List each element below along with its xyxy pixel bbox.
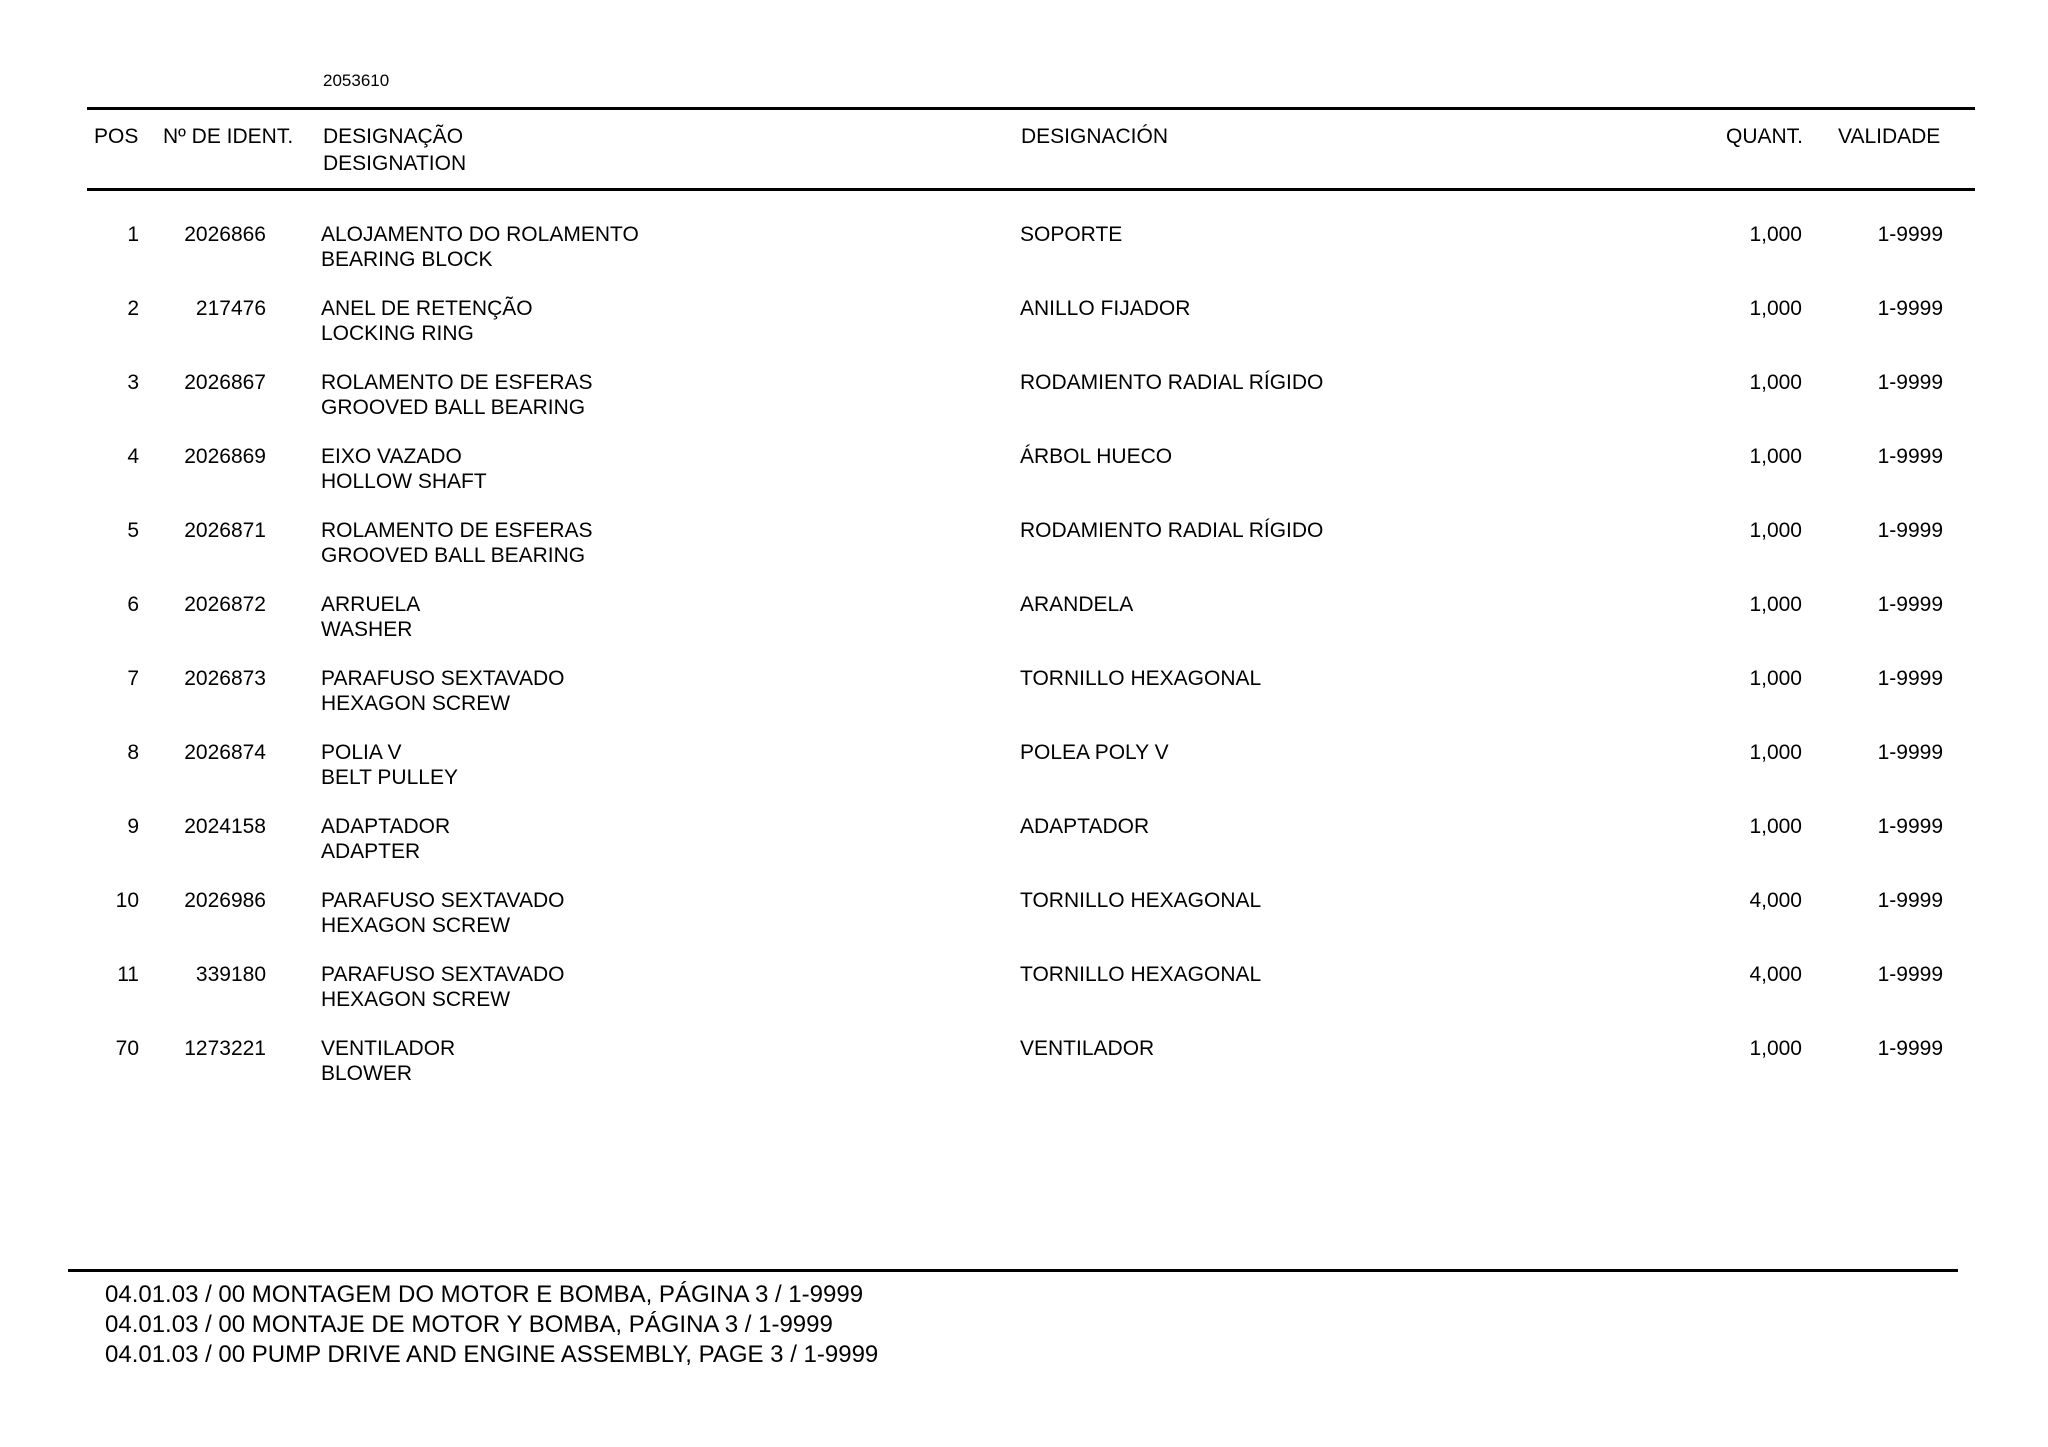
row-designation-en: GROOVED BALL BEARING bbox=[321, 544, 586, 567]
row-designation-en: HOLLOW SHAFT bbox=[321, 470, 487, 493]
row-designation bbox=[321, 296, 533, 346]
row-designation-en: WASHER bbox=[321, 618, 413, 641]
row-designation-pt: ANEL DE RETENÇÃO bbox=[321, 297, 533, 320]
row-ident: 2026873 bbox=[184, 667, 266, 690]
row-validity: 1-9999 bbox=[1877, 815, 1943, 838]
row-designation-es: RODAMIENTO RADIAL RÍGIDO bbox=[1020, 371, 1324, 394]
row-pos: 70 bbox=[115, 1037, 139, 1060]
row-designation-pt: VENTILADOR bbox=[321, 1037, 456, 1060]
row-ident: 2026874 bbox=[184, 741, 266, 764]
footer-rule bbox=[68, 1269, 1958, 1272]
row-quant: 1,000 bbox=[1749, 371, 1802, 394]
row-validity: 1-9999 bbox=[1877, 741, 1943, 764]
row-validity: 1-9999 bbox=[1877, 1037, 1943, 1060]
row-designation-es: SOPORTE bbox=[1020, 223, 1123, 246]
row-designation-pt: PARAFUSO SEXTAVADO bbox=[321, 667, 565, 690]
table-row bbox=[0, 740, 2048, 814]
document-number: 2053610 bbox=[323, 71, 390, 90]
row-designation-en: BEARING BLOCK bbox=[321, 248, 493, 271]
row-quant: 1,000 bbox=[1749, 593, 1802, 616]
row-ident: 1273221 bbox=[184, 1037, 266, 1060]
row-designation bbox=[321, 518, 593, 568]
row-quant: 1,000 bbox=[1749, 815, 1802, 838]
header-bottom-rule bbox=[87, 188, 1975, 191]
row-designation-en: HEXAGON SCREW bbox=[321, 914, 511, 937]
row-validity: 1-9999 bbox=[1877, 963, 1943, 986]
column-header-designacao: DESIGNAÇÃO bbox=[323, 125, 464, 148]
row-pos: 10 bbox=[115, 889, 139, 912]
row-designation bbox=[321, 740, 458, 790]
row-designation-es: ÁRBOL HUECO bbox=[1020, 445, 1173, 468]
row-designation-es: ARANDELA bbox=[1020, 593, 1134, 616]
row-designation-es: ANILLO FIJADOR bbox=[1020, 297, 1191, 320]
row-designation-es: VENTILADOR bbox=[1020, 1037, 1155, 1060]
row-validity: 1-9999 bbox=[1877, 371, 1943, 394]
column-header-validade: VALIDADE bbox=[1838, 125, 1941, 148]
table-row bbox=[0, 814, 2048, 888]
row-designation bbox=[321, 666, 565, 716]
row-designation-en: GROOVED BALL BEARING bbox=[321, 396, 586, 419]
header-top-rule bbox=[87, 107, 1975, 110]
footer bbox=[105, 1280, 878, 1370]
row-designation bbox=[321, 222, 639, 272]
row-designation-pt: ARRUELA bbox=[321, 593, 421, 616]
row-designation-pt: EIXO VAZADO bbox=[321, 445, 462, 468]
row-pos: 6 bbox=[127, 593, 139, 616]
row-quant: 1,000 bbox=[1749, 445, 1802, 468]
row-pos: 4 bbox=[127, 445, 139, 468]
row-pos: 2 bbox=[127, 297, 139, 320]
table-row bbox=[0, 370, 2048, 444]
row-pos: 5 bbox=[127, 519, 139, 542]
row-ident: 2026871 bbox=[184, 519, 266, 542]
row-designation-en: BLOWER bbox=[321, 1062, 413, 1085]
row-designation-en: LOCKING RING bbox=[321, 322, 474, 345]
table-row bbox=[0, 222, 2048, 296]
row-ident: 339180 bbox=[195, 963, 266, 986]
table-row bbox=[0, 296, 2048, 370]
column-header-designation-en: DESIGNATION bbox=[323, 152, 467, 175]
row-quant: 1,000 bbox=[1749, 741, 1802, 764]
row-designation-es: TORNILLO HEXAGONAL bbox=[1020, 667, 1262, 690]
row-designation bbox=[321, 814, 450, 864]
row-designation bbox=[321, 962, 565, 1012]
row-ident: 2026867 bbox=[184, 371, 266, 394]
column-header-quant: QUANT. bbox=[1725, 125, 1803, 148]
row-designation-pt: ROLAMENTO DE ESFERAS bbox=[321, 371, 593, 394]
table-row bbox=[0, 444, 2048, 518]
row-validity: 1-9999 bbox=[1877, 889, 1943, 912]
parts-table-body bbox=[0, 222, 2048, 1110]
table-row bbox=[0, 888, 2048, 962]
row-validity: 1-9999 bbox=[1877, 667, 1943, 690]
row-designation-pt: ALOJAMENTO DO ROLAMENTO bbox=[321, 223, 639, 246]
table-row bbox=[0, 1036, 2048, 1110]
table-row bbox=[0, 666, 2048, 740]
row-designation-es: TORNILLO HEXAGONAL bbox=[1020, 889, 1262, 912]
row-pos: 1 bbox=[127, 223, 139, 246]
row-validity: 1-9999 bbox=[1877, 223, 1943, 246]
row-ident: 2026872 bbox=[184, 593, 266, 616]
footer-line-es: 04.01.03 / 00 MONTAJE DE MOTOR Y BOMBA, PÁGINA 3 / 1-9999 bbox=[105, 1311, 833, 1338]
row-ident: 2024158 bbox=[184, 815, 266, 838]
row-designation-pt: POLIA V bbox=[321, 741, 402, 764]
footer-line-pt: 04.01.03 / 00 MONTAGEM DO MOTOR E BOMBA, PÁGINA 3 / 1-9999 bbox=[105, 1281, 864, 1308]
row-designation-pt: ROLAMENTO DE ESFERAS bbox=[321, 519, 593, 542]
footer-line-en: 04.01.03 / 00 PUMP DRIVE AND ENGINE ASSEMBLY, PAGE 3 / 1-9999 bbox=[105, 1341, 879, 1368]
row-quant: 1,000 bbox=[1749, 667, 1802, 690]
row-validity: 1-9999 bbox=[1877, 519, 1943, 542]
row-designation-es: POLEA POLY V bbox=[1020, 741, 1169, 764]
row-designation-en: ADAPTER bbox=[321, 840, 421, 863]
row-designation-pt: ADAPTADOR bbox=[321, 815, 451, 838]
row-designation bbox=[321, 370, 593, 420]
row-pos: 3 bbox=[127, 371, 139, 394]
column-header-designacion: DESIGNACIÓN bbox=[1021, 125, 1169, 148]
row-designation bbox=[321, 592, 420, 642]
row-quant: 4,000 bbox=[1749, 963, 1802, 986]
row-ident: 2026866 bbox=[184, 223, 266, 246]
column-header-designation bbox=[323, 123, 466, 177]
row-designation bbox=[321, 444, 487, 494]
table-row bbox=[0, 962, 2048, 1036]
row-validity: 1-9999 bbox=[1877, 593, 1943, 616]
row-pos: 7 bbox=[127, 667, 139, 690]
row-quant: 1,000 bbox=[1749, 519, 1802, 542]
row-designation bbox=[321, 888, 565, 938]
row-ident: 2026869 bbox=[184, 445, 266, 468]
row-quant: 4,000 bbox=[1749, 889, 1802, 912]
row-designation-pt: PARAFUSO SEXTAVADO bbox=[321, 889, 565, 912]
column-header-pos: POS bbox=[94, 125, 139, 148]
row-pos: 8 bbox=[127, 741, 139, 764]
row-designation bbox=[321, 1036, 455, 1086]
row-designation-en: HEXAGON SCREW bbox=[321, 692, 511, 715]
row-pos: 11 bbox=[117, 963, 139, 986]
column-header-ident: Nº DE IDENT. bbox=[163, 125, 294, 148]
row-ident: 217476 bbox=[195, 297, 266, 320]
row-designation-pt: PARAFUSO SEXTAVADO bbox=[321, 963, 565, 986]
row-designation-en: BELT PULLEY bbox=[321, 766, 458, 789]
row-ident: 2026986 bbox=[184, 889, 266, 912]
row-pos: 9 bbox=[127, 815, 139, 838]
row-quant: 1,000 bbox=[1749, 223, 1802, 246]
row-validity: 1-9999 bbox=[1877, 445, 1943, 468]
table-row bbox=[0, 592, 2048, 666]
row-validity: 1-9999 bbox=[1877, 297, 1943, 320]
table-row bbox=[0, 518, 2048, 592]
row-designation-es: TORNILLO HEXAGONAL bbox=[1020, 963, 1262, 986]
row-designation-es: ADAPTADOR bbox=[1020, 815, 1150, 838]
row-designation-en: HEXAGON SCREW bbox=[321, 988, 511, 1011]
row-quant: 1,000 bbox=[1749, 1037, 1802, 1060]
row-quant: 1,000 bbox=[1749, 297, 1802, 320]
row-designation-es: RODAMIENTO RADIAL RÍGIDO bbox=[1020, 519, 1324, 542]
